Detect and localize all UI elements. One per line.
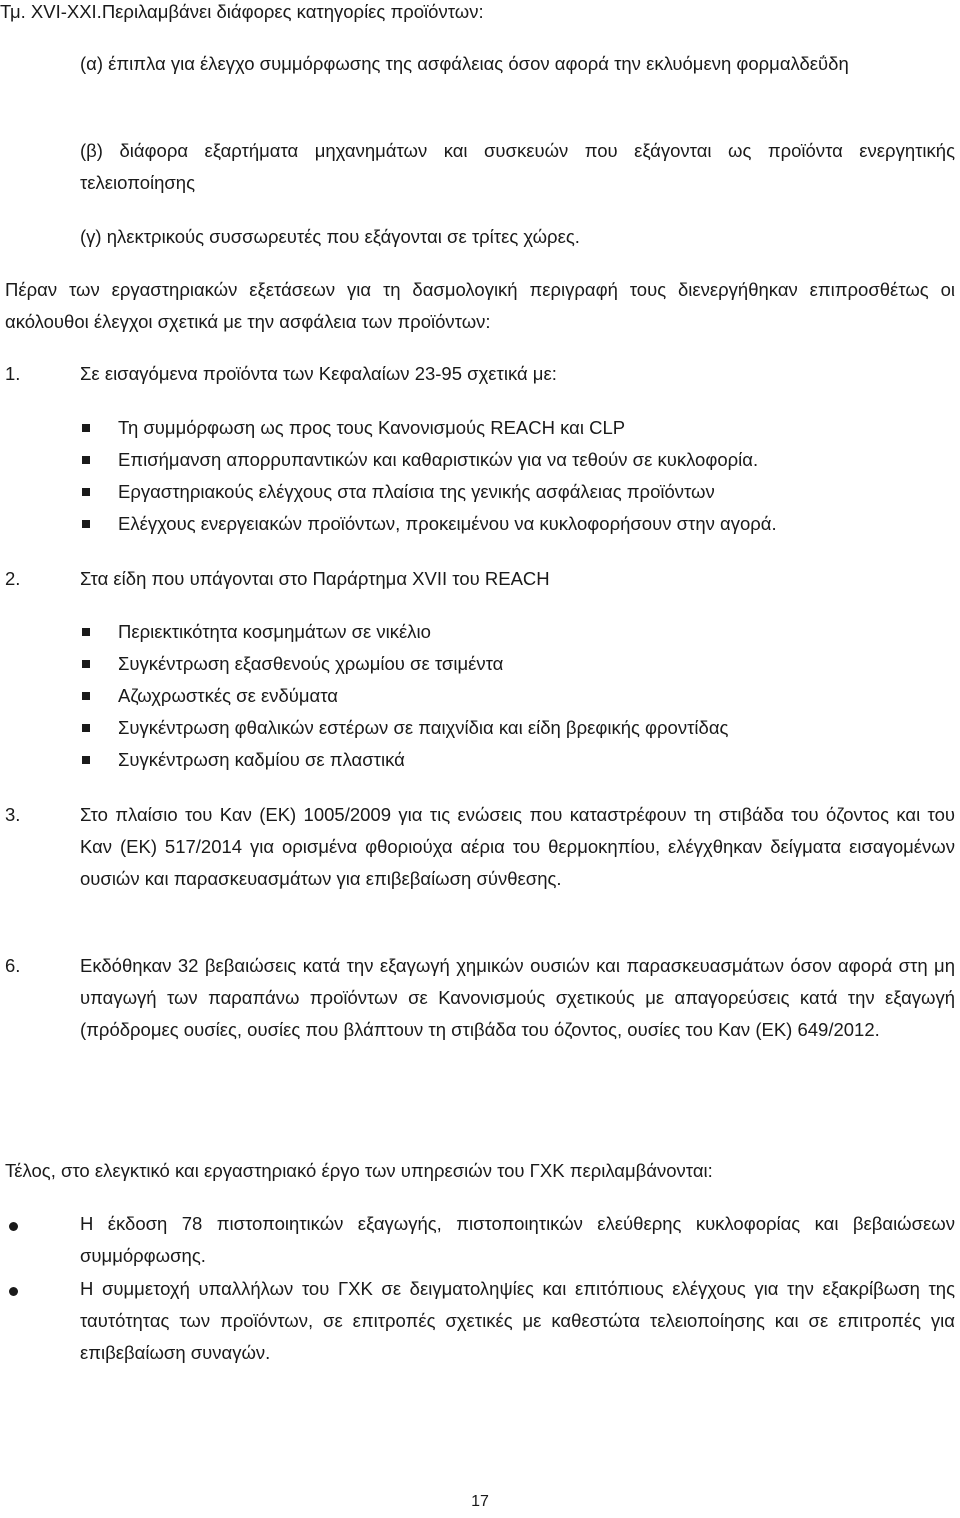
item1-bullet: Τη συμμόρφωση ως προς τους Κανονισμούς REACH και CLP: [118, 417, 626, 438]
square-bullet-icon: [82, 660, 90, 668]
square-bullet-icon: [82, 756, 90, 764]
square-bullet-icon: [82, 692, 90, 700]
section-header: Τμ. XVI-XXI.Περιλαμβάνει διάφορες κατηγορίες προϊόντων:: [0, 1, 484, 22]
round-bullet-icon: [9, 1222, 18, 1231]
item1-bullet: Επισήμανση απορρυπαντικών και καθαριστικών για να τεθούν σε κυκλοφορία.: [118, 449, 759, 470]
category-a: (α) έπιπλα για έλεγχο συμμόρφωσης της ασφάλειας όσον αφορά την εκλυόμενη φορμαλδεΰδη: [80, 53, 849, 74]
closing-bullet: Η συμμετοχή υπαλλήλων του ΓΧΚ σε δειγματοληψίες και επιτόπιους ελέγχους για την εξακρίβωση της ταυτότητας των προϊόντων, σε επιτροπές σχετικές με καθεστώτα τελειοποίησης και σε επιτροπές για επιβεβαίωση συναγών.: [80, 1278, 955, 1363]
item2-bullet: Συγκέντρωση καδμίου σε πλαστικά: [118, 749, 405, 770]
intro-paragraph: Πέραν των εργαστηριακών εξετάσεων για τη δασμολογική περιγραφή τους διενεργήθηκαν επιπροσθέτως οι ακόλουθοι έλεγχοι σχετικά με την ασφάλεια των προϊόντων:: [5, 279, 955, 332]
item6-number: 6.: [5, 955, 21, 976]
item3-text: Στο πλαίσιο του Καν (ΕΚ) 1005/2009 για τις ενώσεις που καταστρέφουν τη στιβάδα του όζοντος και του Καν (ΕΚ) 517/2014 για ορισμένα φθοριούχα αέρια του θερμοκηπίου, ελέγχθηκαν δείγματα εισαγομένων ουσιών και παρασκευασμάτων για επιβεβαίωση σύνθεσης.: [80, 804, 955, 889]
item1-bullet: Εργαστηριακούς ελέγχους στα πλαίσια της γενικής ασφάλειας προϊόντων: [118, 481, 715, 502]
category-c: (γ) ηλεκτρικούς συσσωρευτές που εξάγονται σε τρίτες χώρες.: [80, 226, 580, 247]
item1-number: 1.: [5, 363, 21, 384]
item2-bullet: Αζωχρωστκές σε ενδύματα: [118, 685, 338, 706]
square-bullet-icon: [82, 520, 90, 528]
item2-text: Στα είδη που υπάγονται στο Παράρτημα XVII του REACH: [80, 568, 550, 589]
item1-text: Σε εισαγόμενα προϊόντα των Κεφαλαίων 23-95 σχετικά με:: [80, 363, 557, 384]
square-bullet-icon: [82, 724, 90, 732]
item2-number: 2.: [5, 568, 21, 589]
item3-number: 3.: [5, 804, 21, 825]
square-bullet-icon: [82, 628, 90, 636]
closing-bullet: Η έκδοση 78 πιστοποιητικών εξαγωγής, πιστοποιητικών ελεύθερης κυκλοφορίας και βεβαιώσεων συμμόρφωσης.: [80, 1213, 955, 1266]
item6-text: Εκδόθηκαν 32 βεβαιώσεις κατά την εξαγωγή χημικών ουσιών και παρασκευασμάτων όσον αφορά στη μη υπαγωγή των παραπάνω προϊόντων σε Κανονισμούς σχετικούς με απαγορεύσεις κατά την εξαγωγή (πρόδρομες ουσίες, ουσίες που βλάπτουν τη στιβάδα του όζοντος, ουσίες του Καν (ΕΚ) 649/2012.: [80, 955, 955, 1040]
closing-paragraph: Τέλος, στο ελεγκτικό και εργαστηριακό έργο των υπηρεσιών του ΓΧΚ περιλαμβάνονται:: [5, 1160, 713, 1181]
round-bullet-icon: [9, 1287, 18, 1296]
item2-bullet: Συγκέντρωση εξασθενούς χρωμίου σε τσιμέντα: [118, 653, 504, 674]
square-bullet-icon: [82, 456, 90, 464]
category-b: (β) διάφορα εξαρτήματα μηχανημάτων και συσκευών που εξάγονται ως προϊόντα ενεργητικής τελειοποίησης: [80, 140, 955, 193]
square-bullet-icon: [82, 488, 90, 496]
page-number: 17: [471, 1493, 489, 1510]
square-bullet-icon: [82, 424, 90, 432]
item2-bullet: Συγκέντρωση φθαλικών εστέρων σε παιχνίδια και είδη βρεφικής φροντίδας: [118, 717, 729, 738]
item2-bullet: Περιεκτικότητα κοσμημάτων σε νικέλιο: [118, 621, 431, 642]
item1-bullet: Ελέγχους ενεργειακών προϊόντων, προκειμένου να κυκλοφορήσουν στην αγορά.: [118, 513, 777, 534]
